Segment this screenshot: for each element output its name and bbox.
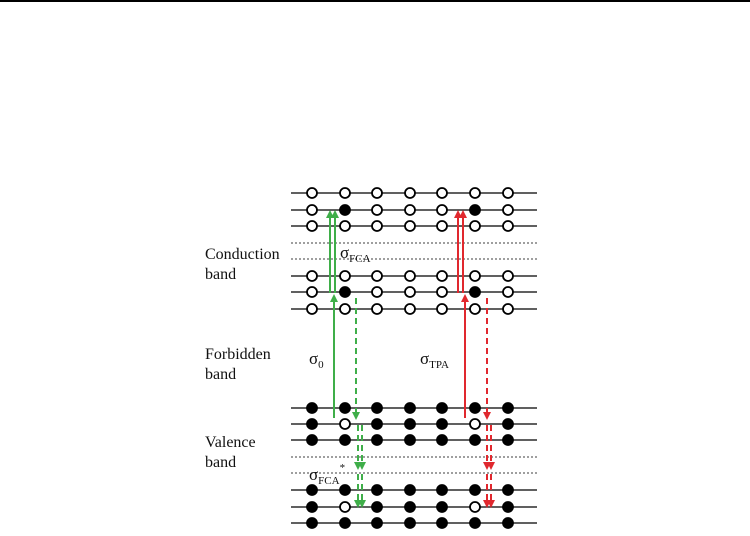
filled-state-electron bbox=[340, 518, 350, 528]
empty-state-hole bbox=[437, 287, 447, 297]
empty-state-hole bbox=[372, 304, 382, 314]
empty-state-hole bbox=[470, 271, 480, 281]
empty-state-hole bbox=[307, 304, 317, 314]
empty-state-hole bbox=[437, 271, 447, 281]
filled-state-electron bbox=[470, 205, 480, 215]
empty-state-hole bbox=[405, 271, 415, 281]
filled-state-electron bbox=[437, 403, 447, 413]
filled-state-electron bbox=[372, 502, 382, 512]
fca-subscript: FCA bbox=[318, 475, 340, 487]
filled-state-electron bbox=[503, 485, 513, 495]
empty-state-hole bbox=[437, 188, 447, 198]
filled-state-electron bbox=[470, 403, 480, 413]
empty-state-hole bbox=[405, 304, 415, 314]
filled-state-electron bbox=[437, 419, 447, 429]
empty-state-hole bbox=[405, 188, 415, 198]
empty-state-hole bbox=[307, 221, 317, 231]
empty-state-hole bbox=[307, 271, 317, 281]
filled-state-electron bbox=[372, 518, 382, 528]
filled-state-electron bbox=[405, 403, 415, 413]
valence-label-line1: Valence bbox=[205, 434, 256, 451]
filled-state-electron bbox=[340, 287, 350, 297]
empty-state-hole bbox=[470, 419, 480, 429]
filled-state-electron bbox=[372, 435, 382, 445]
zero-subscript: 0 bbox=[318, 359, 324, 371]
filled-state-electron bbox=[503, 435, 513, 445]
filled-state-electron bbox=[372, 419, 382, 429]
empty-state-hole bbox=[470, 188, 480, 198]
empty-state-hole bbox=[437, 205, 447, 215]
tpa-subscript: TPA bbox=[429, 359, 449, 371]
sigma-fca-star-label bbox=[309, 458, 345, 491]
filled-state-electron bbox=[437, 518, 447, 528]
sigma-fca-label bbox=[340, 243, 371, 269]
sigma-glyph: σ bbox=[309, 465, 319, 484]
filled-state-electron bbox=[405, 518, 415, 528]
filled-state-electron bbox=[405, 502, 415, 512]
empty-state-hole bbox=[470, 221, 480, 231]
empty-state-hole bbox=[372, 271, 382, 281]
sigma-zero-label bbox=[309, 349, 324, 375]
sigma-glyph: σ bbox=[309, 349, 319, 368]
star-superscript: * bbox=[339, 462, 346, 474]
empty-state-hole bbox=[503, 221, 513, 231]
filled-state-electron bbox=[307, 435, 317, 445]
filled-state-electron bbox=[372, 485, 382, 495]
sigma-glyph: σ bbox=[340, 243, 350, 262]
valence-label-line2: band bbox=[205, 454, 237, 471]
empty-state-hole bbox=[307, 188, 317, 198]
empty-state-hole bbox=[405, 287, 415, 297]
filled-state-electron bbox=[470, 435, 480, 445]
empty-state-hole bbox=[372, 205, 382, 215]
filled-state-electron bbox=[470, 518, 480, 528]
empty-state-hole bbox=[340, 271, 350, 281]
empty-state-hole bbox=[470, 502, 480, 512]
filled-state-electron bbox=[340, 205, 350, 215]
empty-state-hole bbox=[307, 205, 317, 215]
empty-state-hole bbox=[405, 205, 415, 215]
filled-state-electron bbox=[503, 419, 513, 429]
filled-state-electron bbox=[470, 287, 480, 297]
forbidden-label-line1: Forbidden bbox=[205, 346, 271, 363]
empty-state-hole bbox=[503, 271, 513, 281]
filled-state-electron bbox=[470, 485, 480, 495]
sigma-tpa-label bbox=[420, 349, 449, 375]
fca-subscript: FCA bbox=[349, 253, 371, 265]
empty-state-hole bbox=[372, 221, 382, 231]
empty-state-hole bbox=[340, 221, 350, 231]
filled-state-electron bbox=[405, 419, 415, 429]
filled-state-electron bbox=[503, 403, 513, 413]
filled-state-electron bbox=[307, 403, 317, 413]
filled-state-electron bbox=[405, 485, 415, 495]
valence-band-label bbox=[205, 433, 256, 473]
conduction-band-label bbox=[205, 245, 280, 285]
filled-state-electron bbox=[340, 435, 350, 445]
filled-state-electron bbox=[503, 502, 513, 512]
empty-state-hole bbox=[405, 221, 415, 231]
empty-state-hole bbox=[372, 188, 382, 198]
empty-state-hole bbox=[503, 304, 513, 314]
filled-state-electron bbox=[437, 485, 447, 495]
sigma-glyph: σ bbox=[420, 349, 430, 368]
empty-state-hole bbox=[340, 419, 350, 429]
empty-state-hole bbox=[372, 287, 382, 297]
empty-state-hole bbox=[307, 287, 317, 297]
empty-state-hole bbox=[340, 188, 350, 198]
filled-state-electron bbox=[503, 518, 513, 528]
empty-state-hole bbox=[503, 287, 513, 297]
forbidden-label-line2: band bbox=[205, 366, 237, 383]
filled-state-electron bbox=[307, 502, 317, 512]
empty-state-hole bbox=[437, 221, 447, 231]
empty-state-hole bbox=[470, 304, 480, 314]
filled-state-electron bbox=[437, 502, 447, 512]
empty-state-hole bbox=[340, 304, 350, 314]
conduction-label-line1: Conduction bbox=[205, 246, 280, 263]
forbidden-band-label bbox=[205, 345, 271, 385]
filled-state-electron bbox=[405, 435, 415, 445]
filled-state-electron bbox=[437, 435, 447, 445]
filled-state-electron bbox=[340, 403, 350, 413]
empty-state-hole bbox=[340, 502, 350, 512]
conduction-label-line2: band bbox=[205, 266, 237, 283]
empty-state-hole bbox=[437, 304, 447, 314]
filled-state-electron bbox=[307, 518, 317, 528]
empty-state-hole bbox=[503, 205, 513, 215]
filled-state-electron bbox=[307, 419, 317, 429]
filled-state-electron bbox=[372, 403, 382, 413]
empty-state-hole bbox=[503, 188, 513, 198]
